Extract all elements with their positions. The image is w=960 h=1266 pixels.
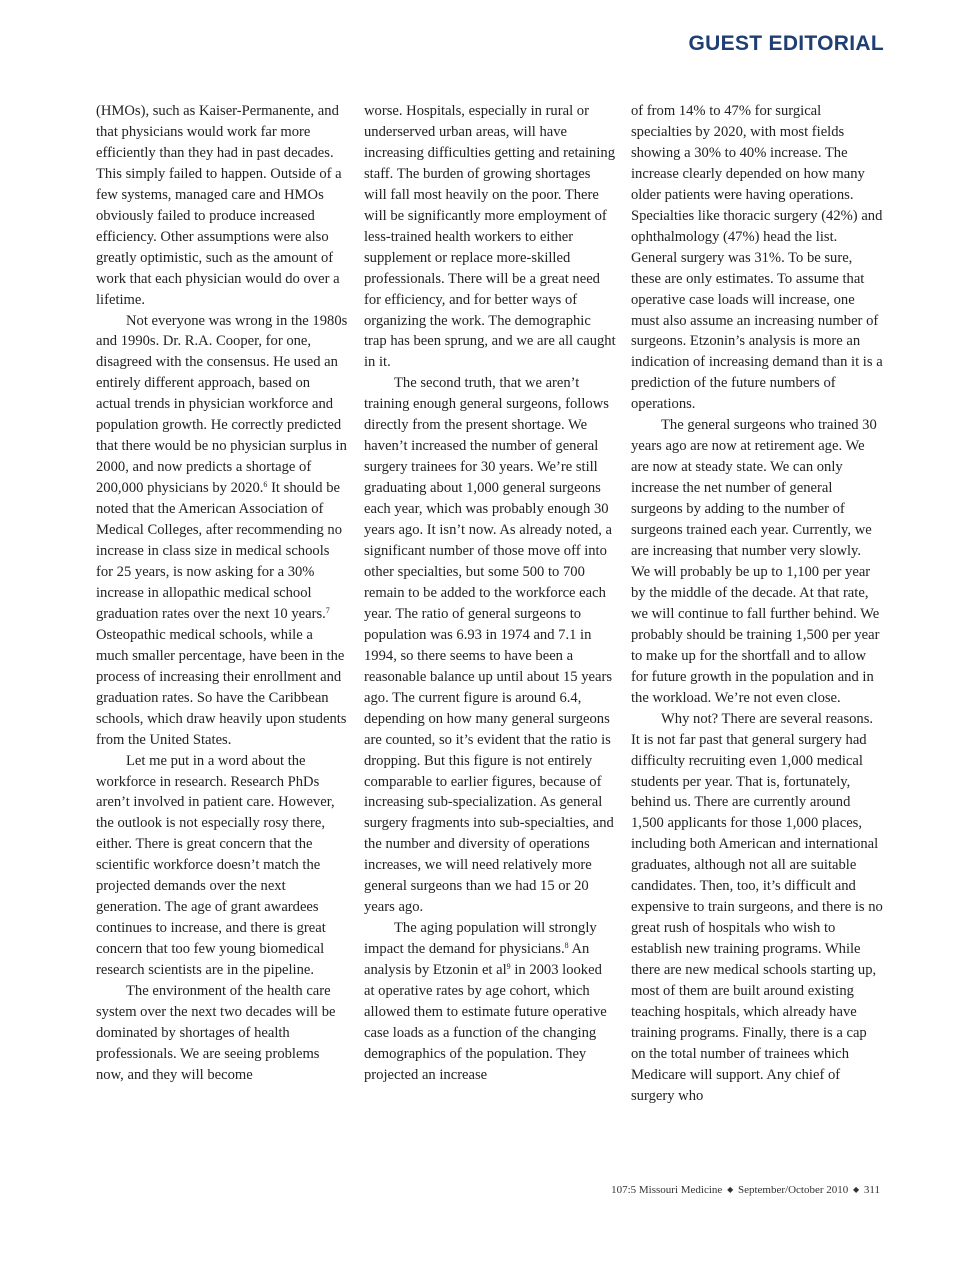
section-header: GUEST EDITORIAL — [688, 32, 884, 55]
text-column-1 — [96, 101, 348, 1086]
diamond-separator-icon: ◆ — [853, 1185, 860, 1194]
paragraph: The environment of the health care system over the next two decades will be dominated by shortages of health professionals. We are seeing problems now, and they will become — [96, 983, 336, 1083]
text-column-3 — [631, 101, 883, 1107]
footnote-ref: 6 — [263, 480, 268, 490]
footnote-ref: 8 — [564, 941, 569, 951]
paragraph: The general surgeons who trained 30 years ago are now at retirement age. We are now at steady state. We can only increase the net number of general surgeons by adding to the number of surgeons trained each year. Currently, we are increasing that number very slowly. We will probably be up to 1,100 per year by the middle of the decade. At that rate, we will continue to fall further behind. We probably should be training 1,500 per year to make up for the shortfall and to allow for future growth in the population and in the workload. We’re not even close. — [631, 417, 880, 706]
diamond-separator-icon: ◆ — [727, 1185, 734, 1194]
text-column-2 — [364, 101, 616, 1086]
issue-date: September/October 2010 — [737, 1184, 849, 1196]
paragraph: Let me put in a word about the workforce in research. Research PhDs aren’t involved in patient care. However, the outlook is not especially rosy there, either. There is great concern that the scientific workforce doesn’t match the projected demands over the next generation. The age of grant awardees continues to increase, and there is great concern that too few young biomedical research scientists are in the pipeline. — [96, 752, 335, 979]
paragraph: The aging population will strongly impact the demand for physicians.$^8$ An analysis by Etzonin et $al^9$ in 2003 looked at operative rates by age cohort, which allowed them to estimate future operative case loads as a function of the changing demographics of the population. They projected an increase — [364, 920, 607, 1083]
page-number: 311 — [863, 1184, 880, 1196]
page-footer — [611, 1184, 880, 1196]
paragraph: (HMOs), such as Kaiser-Permanente, and that physicians would work far more efficiently than they had in past decades. This simply failed to happen. Outside of a few systems, managed care and HMOs obviously failed to produce increased efficiency. Other assumptions were also greatly optimistic, such as the amount of work that each physician would do over a lifetime. — [96, 103, 342, 308]
paragraph: worse. Hospitals, especially in rural or underserved urban areas, will have increasing difficulties getting and retaining staff. The burden of growing shortages will fall most heavily on the poor. There will be significantly more employment of less-trained health workers to either supplement or replace more-skilled professionals. There will be a great need for efficiency, and for better ways of organizing the work. The demographic trap has been sprung, and we are all caught in it. — [364, 103, 616, 371]
footnote-ref: 7 — [325, 605, 330, 615]
paragraph: of from 14% to 47% for surgical specialties by 2020, with most fields showing a 30% to 40% increase. The increase clearly depended on how many older patients were having operations. Specialties like thoracic surgery (42%) and ophthalmology (47%) head the list. General surgery was 31%. To be sure, these are only estimates. To assume that operative case loads will increase, one must also assume an increasing number of surgeons. Etzonin’s analysis is more an indication of increasing demand than it is a prediction of the future numbers of operations. — [631, 103, 883, 413]
paragraph: Not everyone was wrong in the 1980s and 1990s. Dr. R.A. Cooper, for one, disagreed with the consensus. He used an entirely different approach, based on actual trends in physician workforce and population growth. He correctly predicted that there would be no physician surplus in 2000, and now predicts a shortage of 200,000 physicians by 2020.$^6$ It should be noted that the American Association of Medical Colleges, after recommending no increase in class size in medical schools for 25 years, is now asking for a 30% increase in allopathic medical school graduation rates over the next 10 years.$^7$ Osteopathic medical schools, while a much smaller percentage, have been in the process of increasing their enrollment and graduation rates. So have the Caribbean schools, which draw heavily upon students from the United States. — [96, 312, 348, 748]
footnote-ref: 9 — [506, 962, 511, 972]
journal-volume: 107:5 Missouri Medicine — [611, 1184, 723, 1196]
paragraph: The second truth, that we aren’t training enough general surgeons, follows directly from the present shortage. We haven’t increased the number of general surgery trainees for 30 years. We’re still graduating about 1,000 general surgeons each year, which was probably enough 30 years ago. It isn’t now. As already noted, a significant number of those move off into other specialties, but some 500 to 700 remain to be added to the workforce each year. The ratio of general surgeons to population was 6.93 in 1974 and 7.1 in 1994, so there seems to have been a reasonable balance up until about 15 years ago. The current figure is around 6.4, depending on how many general surgeons are counted, so it’s evident that the ratio is dropping. But this figure is not entirely comparable to earlier figures, because of increasing sub-specialization. As general surgery fragments into sub-specialties, and the number and diversity of operations increases, we will need relatively more general surgeons than we had 15 or 20 years ago. — [364, 375, 614, 916]
paragraph: Why not? There are several reasons. It is not far past that general surgery had difficulty recruiting even 1,000 medical students per year. That is, fortunately, behind us. There are currently around 1,500 applicants for those 1,000 places, including both American and international graduates, although not all are suitable candidates. Then, too, it’s difficult and expensive to train surgeons, and there is no great rush of hospitals who wish to establish new training programs. While there are new medical schools starting up, most of them are built around existing teaching hospitals, which already have training programs. Finally, there is a cap on the total number of trainees which Medicare will support. Any chief of surgery who — [631, 710, 883, 1104]
